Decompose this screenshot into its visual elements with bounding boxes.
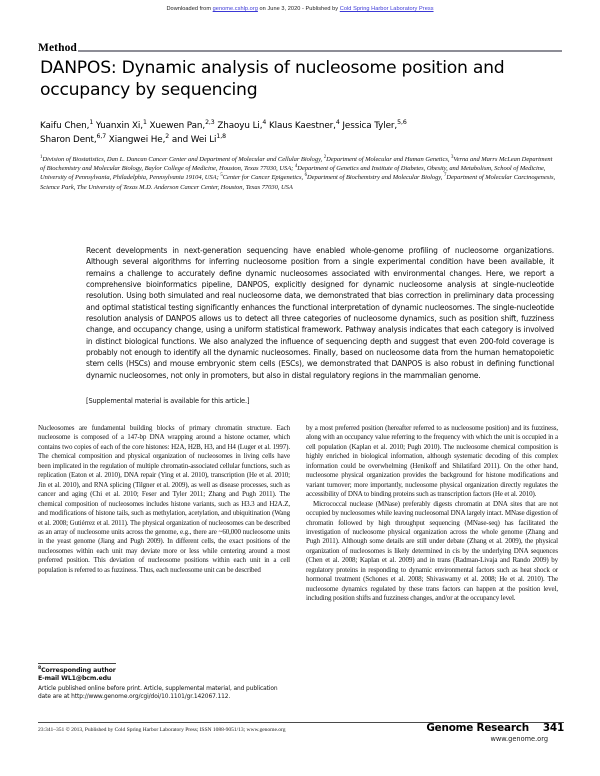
footnote-rule: [38, 663, 116, 664]
paragraph: Nucleosomes are fundamental building blocks of primary chromatin structure. Each nucleosome is composed of a 147-bp DNA wrapping around a histone octamer, which contains two copies of each of the core histones: H2A, H2B, H3, and H4 (Luger et al. 1997). The chemical composition and physical organization of nucleosomes in living cells have been implicated in the regulation of multiple chromatin-associated cellular functions, such as replication (Eaton et al. 2010), DNA repair (Ying et al. 2010), transcription (He et al. 2010; Jin et al. 2010), and RNA splicing (Tilgner et al. 2009), as well as disease processes, such as cancer and aging (Chi et al. 2010; Feser and Tyler 2011; Zhang and Pugh 2011). The chemical composition of nucleosomes includes histone variants, such as H3.3 and H2A.Z, and modifications of histone tails, such as methylation, acetylation, and ubiquitination (Wang et al. 2008; Gutiérrez et al. 2011). The physical organization of nucleosomes can be described as an array of nucleosome units across the genome, e.g., there are ~60,000 nucleosome units in the yeast genome (Jiang and Pugh 2009). In different cells, the exact positions of the nucleosomes within each unit may deviate more or less while centering around a most preferred position. This deviation of nucleosome positions within each unit in a cell population is referred to as fuzziness. Thus, each nucleosome unit can be described: [38, 424, 290, 574]
corresponding-author-email[interactable]: E-mail WL1@bcm.edu: [38, 675, 112, 683]
body-column-left: [38, 424, 290, 575]
footer-brand-row: [426, 722, 564, 734]
banner-prefix: Downloaded from: [166, 6, 213, 12]
abstract: Recent developments in next-generation sequencing have enabled whole-genome profiling of nucleosome organizations. Although several algorithms for inferring nucleosome position from a single experimental condition have been available, it remains a challenge to accurately define dynamic nucleosomes associated with environmental changes. Here, we report a comprehensive bioinformatics pipeline, DANPOS, explicitly designed for dynamic nucleosome analysis at single-nucleotide resolution. Using both simulated and real nucleosome data, we demonstrated that bias correction in preliminary data processing and optimal statistical testing significantly enhances the functional interpretation of dynamic nucleosomes. The single-nucleotide resolution analysis of DANPOS allows us to detect all three categories of nucleosome dynamics, such as position shift, fuzziness change, and occupancy change, using a uniform statistical framework. Pathway analysis indicates that each category is involved in distinct biological functions. We also analyzed the influence of sequencing depth and suggest that even 200-fold coverage is probably not enough to identify all the dynamic nucleosomes. Finally, based on nucleosome data from the human hematopoietic stem cells (HSCs) and mouse embryonic stem cells (ESCs), we demonstrated that DANPOS is also robust in defining functional dynamic nucleosomes, not only in promoters, but also in distal regulatory regions in the mammalian genome.: [86, 246, 554, 380]
corresponding-author-note: [38, 663, 290, 701]
corresponding-author-label: $^8$Corresponding author: [38, 665, 116, 674]
body-column-right: [306, 424, 558, 604]
banner-publisher-link[interactable]: Cold Spring Harbor Laboratory Press: [339, 6, 434, 12]
footer-copyright: 23:341–351 © 2013, Published by Cold Spring Harbor Laboratory Press; ISSN 1088-9051/13; www.genome.org: [38, 727, 286, 733]
journal-url: www.genome.org: [490, 734, 548, 743]
journal-name: Genome Research: [426, 722, 529, 734]
banner-genome-link[interactable]: genome.cshlp.org: [212, 6, 258, 12]
author-line-1: Kaifu Chen,$^1$ Yuanxin Xi,$^1$ Xuewen Pan,$^{2,3}$ Zhaoyu Li,$^4$ Klaus Kaestner,$^4$ Jessica Tyler,$^{5,6}$: [40, 119, 407, 131]
banner-middle: on June 3, 2020 - Published by: [257, 6, 340, 12]
page-title: DANPOS: Dynamic analysis of nucleosome position and occupancy by sequencing: [40, 58, 505, 100]
footer-brand: [426, 722, 564, 744]
affiliations: $^1$Division of Biostatistics, Dan L. Duncan Cancer Center and Department of Molecular and Cellular Biology, $^2$Department of Molecular and Human Genetics, $^3$Verna and Marrs McLean Department of Biochemistry and Molecular Biology, Baylor College of Medicine, Houston, Texas 77030, USA; $^4$Department of Genetics and Institute of Diabetes, Obesity, and Metabolism, School of Medicine, University of Pennsylvania, Philadelphia, Pennsylvania 19104, USA; $^5$Center for Cancer Epigenetics, $^6$Department of Biochemistry and Molecular Biology, $^7$Department of Molecular Carcinogenesis, Science Park, The University of Texas M.D. Anderson Cancer Center, Houston, Texas 77030, USA: [40, 154, 556, 191]
download-banner: [0, 0, 600, 13]
section-rule: [78, 50, 562, 52]
supplemental-note: [Supplemental material is available for this article.]: [86, 397, 250, 405]
paragraph: by a most preferred position (hereafter referred to as nucleosome position) and its fuzziness, along with an occupancy value referring to the frequency with which the unit is occupied in a cell population (Kaplan et al. 2010; Pugh 2010). The nucleosome chemical composition is highly enriched in biological information, although systematic decoding of this complex information could be overwhelming (Henikoff and Shilatifard 2011). On the other hand, nucleosome physical organization provides the background for histone modifications and variant turnover; more importantly, nucleosome physical organization directly regulates the accessibility of DNA to binding proteins such as transcription factors (He et al. 2010).: [306, 424, 558, 499]
section-header: [38, 38, 562, 54]
author-list: [40, 119, 552, 147]
paragraph: Micrococcal nuclease (MNase) preferably digests chromatin at DNA sites that are not occupied by nucleosomes while leaving nucleosomal DNA largely intact. MNase digestion of chromatin followed by high throughput sequencing (MNase-seq) has facilitated the investigation of nucleosome physical organization across the whole genome (Zhang and Pugh 2011). Although some details are still under debate (Zhang et al. 2009), the physical organization of nucleosomes is likely determined in cis by the underlying DNA sequences (Chen et al. 2008; Kaplan et al. 2009) and in trans (Radman-Livaja and Rando 2009) by regulatory proteins in responding to dynamic environmental factors such as heat shock or hormonal treatment (Schones et al. 2008; Shivaswamy et al. 2008; He et al. 2010). The nucleosome dynamics regulated by these trans factors can happen at the position level, including position shifts and fuzziness changes, and/or at the occupancy level.: [306, 499, 558, 603]
page-number: 341: [542, 722, 564, 734]
section-label: Method: [38, 42, 77, 54]
author-line-2: Sharon Dent,$^{6,7}$ Xiangwei He,$^2$ and Wei Li$^{1,8}$: [40, 133, 226, 146]
publication-doi-note: Article published online before print. Article, supplemental material, and publication date are at http://www.genome.org/cgi/doi/10.1101/gr.142067.112.: [38, 685, 278, 700]
